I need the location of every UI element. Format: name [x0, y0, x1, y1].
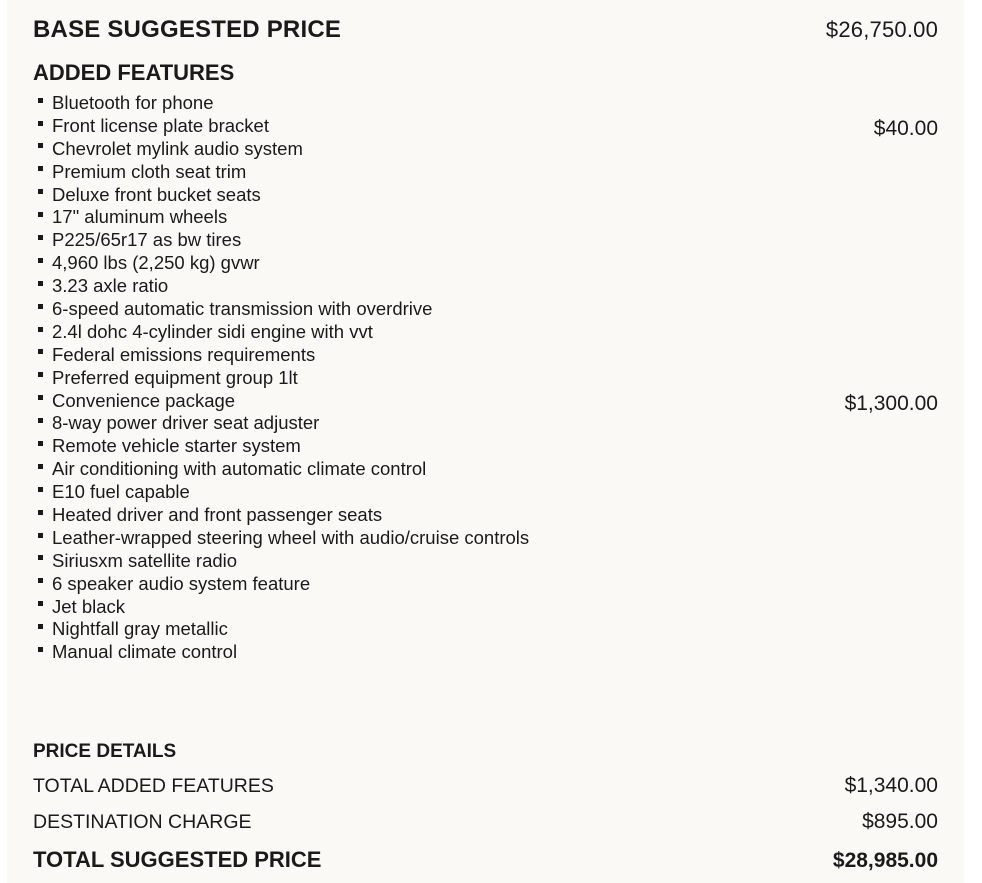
bullet-icon: [38, 349, 43, 354]
bullet-icon: [38, 441, 43, 446]
feature-label: 4,960 lbs (2,250 kg) gvwr: [52, 252, 260, 274]
feature-label: 6-speed automatic transmission with overdrive: [52, 298, 433, 320]
bullet-icon: [38, 327, 43, 332]
feature-item: [33, 367, 938, 390]
feature-label: Manual climate control: [52, 641, 238, 663]
bullet-icon: [38, 212, 43, 217]
feature-item: [33, 321, 938, 344]
feature-item: [33, 504, 938, 527]
bullet-icon: [38, 304, 43, 309]
bullet-icon: [38, 143, 43, 148]
feature-label-wrap: [33, 344, 315, 367]
feature-label-wrap: [33, 229, 241, 252]
feature-label-wrap: [33, 184, 261, 207]
feature-label-wrap: [33, 115, 269, 138]
feature-label-wrap: [33, 481, 190, 504]
feature-label: Convenience package: [52, 389, 236, 411]
bullet-icon: [38, 624, 43, 629]
feature-item: [33, 390, 938, 413]
feature-label: Bluetooth for phone: [52, 92, 214, 113]
feature-label-wrap: [33, 298, 432, 321]
feature-label-wrap: [33, 138, 303, 161]
feature-label-wrap: [33, 161, 246, 184]
feature-label-wrap: [33, 596, 125, 619]
feature-label: Nightfall gray metallic: [52, 618, 228, 640]
destination-charge-value: $895.00: [862, 810, 938, 833]
feature-item: [33, 115, 938, 138]
feature-item: [33, 138, 938, 161]
feature-label-wrap: [33, 527, 529, 550]
feature-label-wrap: [33, 412, 319, 435]
feature-label: Leather-wrapped steering wheel with audio/cruise controls: [52, 526, 530, 548]
bullet-icon: [38, 647, 43, 652]
feature-item: [33, 184, 938, 207]
bullet-icon: [38, 510, 43, 515]
feature-label: 2.4l dohc 4-cylinder sidi engine with vvt: [52, 320, 373, 342]
feature-item: [33, 275, 938, 298]
feature-label: 3.23 axle ratio: [52, 275, 169, 297]
destination-charge-label: DESTINATION CHARGE: [33, 811, 252, 833]
feature-label-wrap: [33, 92, 214, 115]
feature-label-wrap: [33, 550, 237, 573]
total-added-features-value: $1,340.00: [844, 774, 938, 797]
total-price-value: $28,985.00: [832, 849, 938, 872]
feature-label-wrap: [33, 252, 260, 275]
feature-label: Front license plate bracket: [52, 114, 269, 136]
bullet-icon: [38, 258, 43, 263]
feature-label: Preferred equipment group 1lt: [52, 366, 298, 388]
bullet-icon: [38, 464, 43, 469]
total-added-features-label: TOTAL ADDED FEATURES: [33, 775, 274, 797]
feature-item: [33, 229, 938, 252]
bullet-icon: [38, 418, 43, 423]
bullet-icon: [38, 395, 43, 400]
feature-label-wrap: [33, 206, 227, 229]
added-features-list: [33, 92, 938, 664]
total-added-features-row: [33, 774, 938, 798]
bullet-icon: [38, 121, 43, 126]
feature-label: 6 speaker audio system feature: [52, 572, 311, 594]
feature-label: Air conditioning with automatic climate control: [52, 458, 427, 480]
feature-item: [33, 573, 938, 596]
base-price-value: $26,750.00: [825, 17, 938, 42]
feature-item: [33, 550, 938, 573]
bullet-icon: [38, 166, 43, 171]
feature-item: [33, 527, 938, 550]
feature-label-wrap: [33, 573, 310, 596]
feature-item: [33, 298, 938, 321]
added-features-title: ADDED FEATURES: [33, 60, 235, 85]
feature-label: 17" aluminum wheels: [52, 206, 228, 228]
bullet-icon: [38, 98, 43, 103]
feature-item: [33, 412, 938, 435]
feature-label-wrap: [33, 641, 237, 664]
base-price-label: BASE SUGGESTED PRICE: [33, 16, 342, 43]
feature-item: [33, 206, 938, 229]
bullet-icon: [38, 487, 43, 492]
feature-item: [33, 435, 938, 458]
feature-label: P225/65r17 as bw tires: [52, 229, 242, 251]
feature-label: Deluxe front bucket seats: [52, 183, 261, 205]
feature-item: [33, 596, 938, 619]
price-details-title: PRICE DETAILS: [33, 741, 177, 762]
bullet-icon: [38, 533, 43, 538]
feature-label: Heated driver and front passenger seats: [52, 504, 383, 526]
feature-price: $40.00: [873, 116, 938, 140]
bullet-icon: [38, 372, 43, 377]
feature-label-wrap: [33, 504, 382, 527]
bullet-icon: [38, 235, 43, 240]
total-price-label: TOTAL SUGGESTED PRICE: [33, 847, 322, 872]
bullet-icon: [38, 555, 43, 560]
feature-label: Premium cloth seat trim: [52, 160, 247, 182]
feature-price: $1,300.00: [844, 391, 938, 415]
feature-label: Federal emissions requirements: [52, 343, 316, 365]
feature-item: [33, 344, 938, 367]
base-price-row: [33, 16, 938, 44]
feature-label: Remote vehicle starter system: [52, 435, 301, 457]
feature-item: [33, 92, 938, 115]
feature-label-wrap: [33, 458, 426, 481]
bullet-icon: [38, 601, 43, 606]
bullet-icon: [38, 189, 43, 194]
feature-item: [33, 252, 938, 275]
feature-label: Chevrolet mylink audio system: [52, 137, 303, 159]
feature-label-wrap: [33, 367, 298, 390]
feature-label-wrap: [33, 618, 228, 641]
feature-item: [33, 618, 938, 641]
feature-label: Jet black: [52, 595, 126, 617]
feature-item: [33, 481, 938, 504]
feature-label-wrap: [33, 275, 168, 298]
feature-label: 8-way power driver seat adjuster: [52, 412, 320, 434]
feature-label-wrap: [33, 390, 235, 413]
feature-label-wrap: [33, 435, 301, 458]
feature-label: Siriusxm satellite radio: [52, 549, 238, 571]
feature-label-wrap: [33, 321, 373, 344]
bullet-icon: [38, 578, 43, 583]
feature-label: E10 fuel capable: [52, 481, 190, 503]
feature-item: [33, 458, 938, 481]
bullet-icon: [38, 281, 43, 286]
destination-charge-row: [33, 810, 938, 834]
total-price-row: [33, 847, 938, 873]
feature-item: [33, 641, 938, 664]
feature-item: [33, 161, 938, 184]
